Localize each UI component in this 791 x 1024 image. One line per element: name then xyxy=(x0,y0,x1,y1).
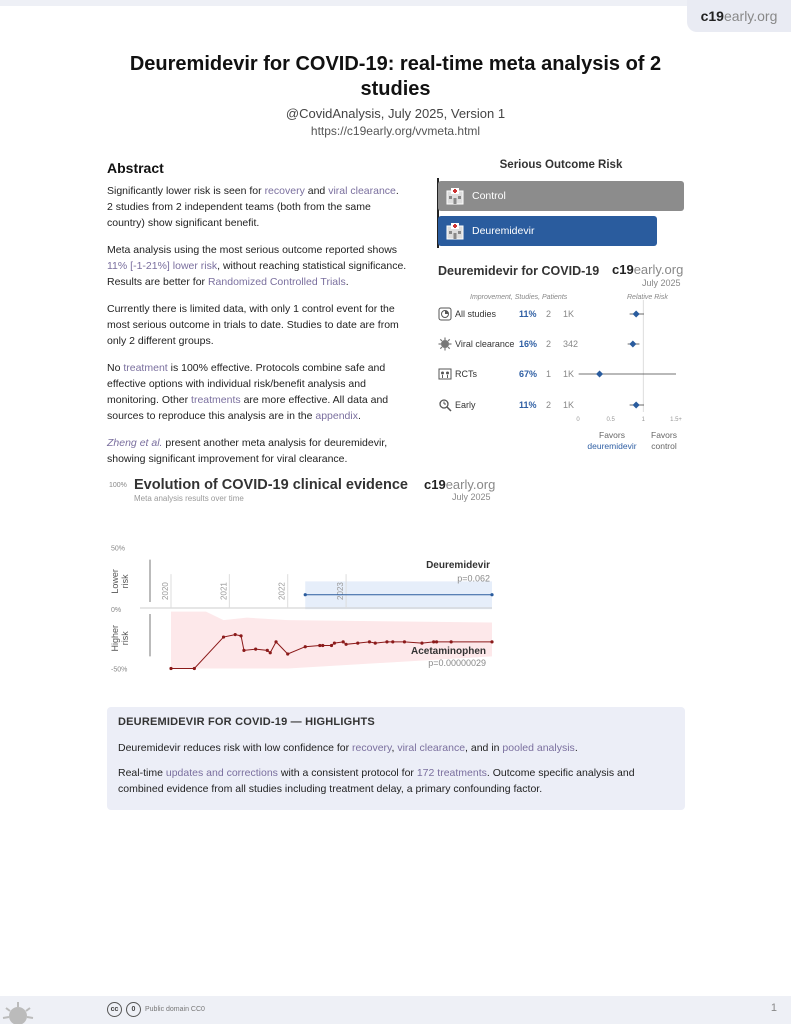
link-percent[interactable]: 11% xyxy=(107,260,128,272)
tick-label: 0.5 xyxy=(606,417,615,423)
drug-p-label: p=0.062 xyxy=(457,573,490,584)
effect-marker xyxy=(629,341,636,348)
row-n: 2 xyxy=(546,309,552,319)
text: Meta analysis using the most serious outcome reported shows xyxy=(107,244,398,256)
row-label: All studies xyxy=(455,309,497,319)
text: present another meta analysis for deuremidevir, showing significant improvement for viral clearance. xyxy=(107,437,388,465)
y-label-0: 0% xyxy=(111,607,122,614)
forest-date: July 2025 xyxy=(642,278,681,288)
cc-icon: cc xyxy=(107,1002,122,1017)
site-logo[interactable] xyxy=(687,0,791,32)
reference-point xyxy=(368,640,371,643)
row-pct: 11% xyxy=(519,309,537,319)
reference-point xyxy=(333,641,336,644)
treatment-bar xyxy=(438,216,657,246)
logo-rest: early.org xyxy=(723,8,778,24)
row-patients: 342 xyxy=(563,339,579,349)
reference-name-label: Acetaminophen xyxy=(410,645,486,657)
reference-point xyxy=(420,641,423,644)
logo-rest: early.org xyxy=(445,477,496,492)
text: and xyxy=(304,185,329,197)
year-label: 2022 xyxy=(277,582,287,600)
abstract-p3: Currently there is limited data, with only 1 control event for the most serious outcome in trials to date. Studies to date are from only 2 different groups. xyxy=(107,303,399,347)
text: Deuremidevir reduces risk with low confidence for xyxy=(118,742,353,754)
text: . Outcome specific analysis and combined evidence from all studies including treatment delay, a primary confounding factor. xyxy=(118,767,635,795)
reference-point xyxy=(274,640,277,643)
link-treatment[interactable]: treatment xyxy=(123,362,168,374)
text: , without reaching statistical significance. Results are better for xyxy=(107,260,407,288)
reference-point xyxy=(304,645,307,648)
license-text: Public domain CC0 xyxy=(145,1006,205,1013)
link-ci[interactable]: [-1-21%] xyxy=(130,260,170,272)
virus-icon xyxy=(438,337,452,351)
text: . xyxy=(357,410,361,422)
row-n: 1 xyxy=(546,369,552,379)
favors-left-2: deuremidevir xyxy=(587,441,637,451)
logo-bold: c19 xyxy=(424,477,446,492)
y-label-neg50: -50% xyxy=(111,666,128,674)
drug-band xyxy=(305,581,492,609)
effect-marker xyxy=(633,402,640,409)
abstract-p2 xyxy=(107,242,407,290)
early-icon xyxy=(438,398,452,412)
text: are more effective. All data and sources to reproduce this analysis are in the xyxy=(107,394,389,422)
row-patients: 1K xyxy=(563,400,575,410)
control-bar xyxy=(438,181,684,211)
forest-plot xyxy=(570,300,688,428)
highlights-p2 xyxy=(118,765,674,797)
link-recovery[interactable]: recovery xyxy=(352,742,392,754)
logo-rest: early.org xyxy=(633,262,684,277)
pie-icon xyxy=(438,307,452,321)
tick-label: 1.5+ xyxy=(670,417,682,423)
reference-point xyxy=(169,667,172,670)
link-zheng[interactable]: Zheng et al. xyxy=(107,437,163,449)
reference-point xyxy=(403,640,406,643)
author-handle[interactable]: @CovidAnalysis xyxy=(285,106,381,121)
reference-point xyxy=(435,640,438,643)
link-lower-risk[interactable]: lower risk xyxy=(172,260,218,272)
text: , and in xyxy=(465,742,503,754)
row-patients: 1K xyxy=(563,369,575,379)
page-number: 1 xyxy=(770,1002,777,1014)
reference-point xyxy=(450,640,453,643)
reference-point xyxy=(266,649,269,652)
reference-point xyxy=(342,640,345,643)
reference-point xyxy=(242,649,245,652)
link-viral-clearance[interactable]: viral clearance xyxy=(397,742,466,754)
drug-name-label: Deuremidevir xyxy=(426,560,490,572)
favors-right-1: Favors xyxy=(651,430,677,440)
reference-point xyxy=(344,643,347,646)
treatment-label: Deuremidevir xyxy=(472,225,535,237)
evolution-title: Evolution of COVID-19 clinical evidence xyxy=(134,477,408,493)
forest-col-header: Improvement, Studies, Patients xyxy=(470,294,568,301)
favors-right-2: control xyxy=(651,441,677,451)
logo-bold: c19 xyxy=(612,262,634,277)
text: Significantly lower risk is seen for xyxy=(107,185,265,197)
text: No xyxy=(107,362,124,374)
row-label: Viral clearance xyxy=(455,339,515,349)
year-label: 2020 xyxy=(161,582,170,600)
link-appendix[interactable]: appendix xyxy=(315,410,358,422)
effect-marker xyxy=(596,371,603,378)
highlights-heading: DEUREMIDEVIR FOR COVID-19 — HIGHLIGHTS xyxy=(118,716,375,728)
drug-point xyxy=(304,593,307,596)
abstract-heading: Abstract xyxy=(107,160,164,176)
abstract-p4 xyxy=(107,360,407,424)
lower-risk-label: Lower xyxy=(110,569,120,594)
reference-p-label: p=0.00000029 xyxy=(428,658,486,669)
year-label: 2021 xyxy=(219,582,229,600)
link-recovery[interactable]: recovery xyxy=(264,185,305,197)
forest-title: Deuremidevir for COVID-19 xyxy=(438,264,600,278)
evolution-date: July 2025 xyxy=(452,492,491,502)
higher-risk-label-2: risk xyxy=(120,631,130,646)
favors-right xyxy=(643,430,685,452)
highlights-p1 xyxy=(118,740,674,756)
reference-point xyxy=(239,634,242,637)
link-updates[interactable]: updates and corrections xyxy=(165,767,278,779)
evolution-logo xyxy=(424,477,495,492)
page-title: Deuremidevir for COVID-19: real-time meta analysis of 2 studies xyxy=(129,53,662,100)
row-label: RCTs xyxy=(455,369,477,379)
drug-point xyxy=(490,593,493,596)
link-viral-clearance[interactable]: viral clearance xyxy=(328,185,396,197)
text: . xyxy=(574,742,578,754)
reference-point xyxy=(254,648,257,651)
text: is 100% effective. Protocols combine safe and effective options with individual risk/benefit analysis and monitoring. Other xyxy=(107,362,386,406)
rct-icon xyxy=(438,367,452,381)
reference-point xyxy=(321,644,324,647)
forest-logo xyxy=(612,262,683,277)
favors-left-1: Favors xyxy=(599,430,625,440)
text: Real-time xyxy=(118,767,166,779)
text: with a consistent protocol for xyxy=(277,767,417,779)
license[interactable] xyxy=(107,1002,205,1017)
lower-risk-label-2: risk xyxy=(120,574,130,589)
reference-point xyxy=(356,641,359,644)
row-label: Early xyxy=(455,400,476,410)
row-patients: 1K xyxy=(563,309,575,319)
link-rcts[interactable]: Randomized Controlled Trials xyxy=(207,276,346,288)
reference-point xyxy=(222,635,225,638)
higher-risk-label: Higher xyxy=(110,624,120,652)
reference-point xyxy=(432,640,435,643)
y-label-50: 50% xyxy=(111,545,126,553)
zero-icon: 0 xyxy=(126,1002,141,1017)
row-n: 2 xyxy=(546,400,552,410)
favors-left xyxy=(583,430,641,452)
hospital-icon xyxy=(444,187,466,205)
serious-outcome-heading: Serious Outcome Risk xyxy=(499,159,623,171)
row-pct: 67% xyxy=(519,369,538,379)
byline-date: , July 2025, Version 1 xyxy=(380,106,506,121)
reference-point xyxy=(318,644,321,647)
forest-rr-header: Relative Risk xyxy=(627,294,668,301)
link-treatments-count[interactable]: 172 treatments xyxy=(416,767,487,779)
reference-point xyxy=(330,644,333,647)
top-bar xyxy=(0,0,791,6)
row-pct: 11% xyxy=(519,400,537,410)
link-pooled-analysis[interactable]: pooled analysis xyxy=(502,742,575,754)
reference-point xyxy=(490,640,493,643)
byline xyxy=(110,106,681,121)
abstract-p1 xyxy=(107,183,407,231)
year-label: 2023 xyxy=(336,582,346,600)
reference-point xyxy=(286,652,289,655)
link-treatments[interactable]: treatments xyxy=(191,394,241,406)
evo-100-label: 100% xyxy=(109,482,127,489)
abstract-p5 xyxy=(107,435,407,467)
row-pct: 16% xyxy=(519,339,538,349)
reference-point xyxy=(385,640,388,643)
tick-label: 1 xyxy=(641,417,646,423)
control-label: Control xyxy=(472,190,506,202)
reference-point xyxy=(269,651,272,654)
tick-label: 0 xyxy=(576,417,580,423)
text: . xyxy=(345,276,349,288)
reference-point xyxy=(391,640,394,643)
row-n: 2 xyxy=(546,339,552,349)
virus-decoration-icon xyxy=(0,994,40,1024)
hospital-icon xyxy=(444,222,466,240)
highlights-box xyxy=(107,707,685,810)
reference-point xyxy=(234,633,237,636)
text: , xyxy=(391,742,398,754)
effect-marker xyxy=(633,311,640,318)
evolution-chart xyxy=(100,535,500,680)
text: . 2 studies from 2 independent teams (both from the same country) show significant benefit. xyxy=(107,185,399,229)
page-url[interactable]: https://c19early.org/vvmeta.html xyxy=(310,124,481,138)
reference-point xyxy=(193,667,196,670)
logo-bold: c19 xyxy=(700,8,724,24)
evolution-subtitle: Meta analysis results over time xyxy=(134,494,244,503)
reference-point xyxy=(374,641,377,644)
abstract-text xyxy=(107,183,407,478)
